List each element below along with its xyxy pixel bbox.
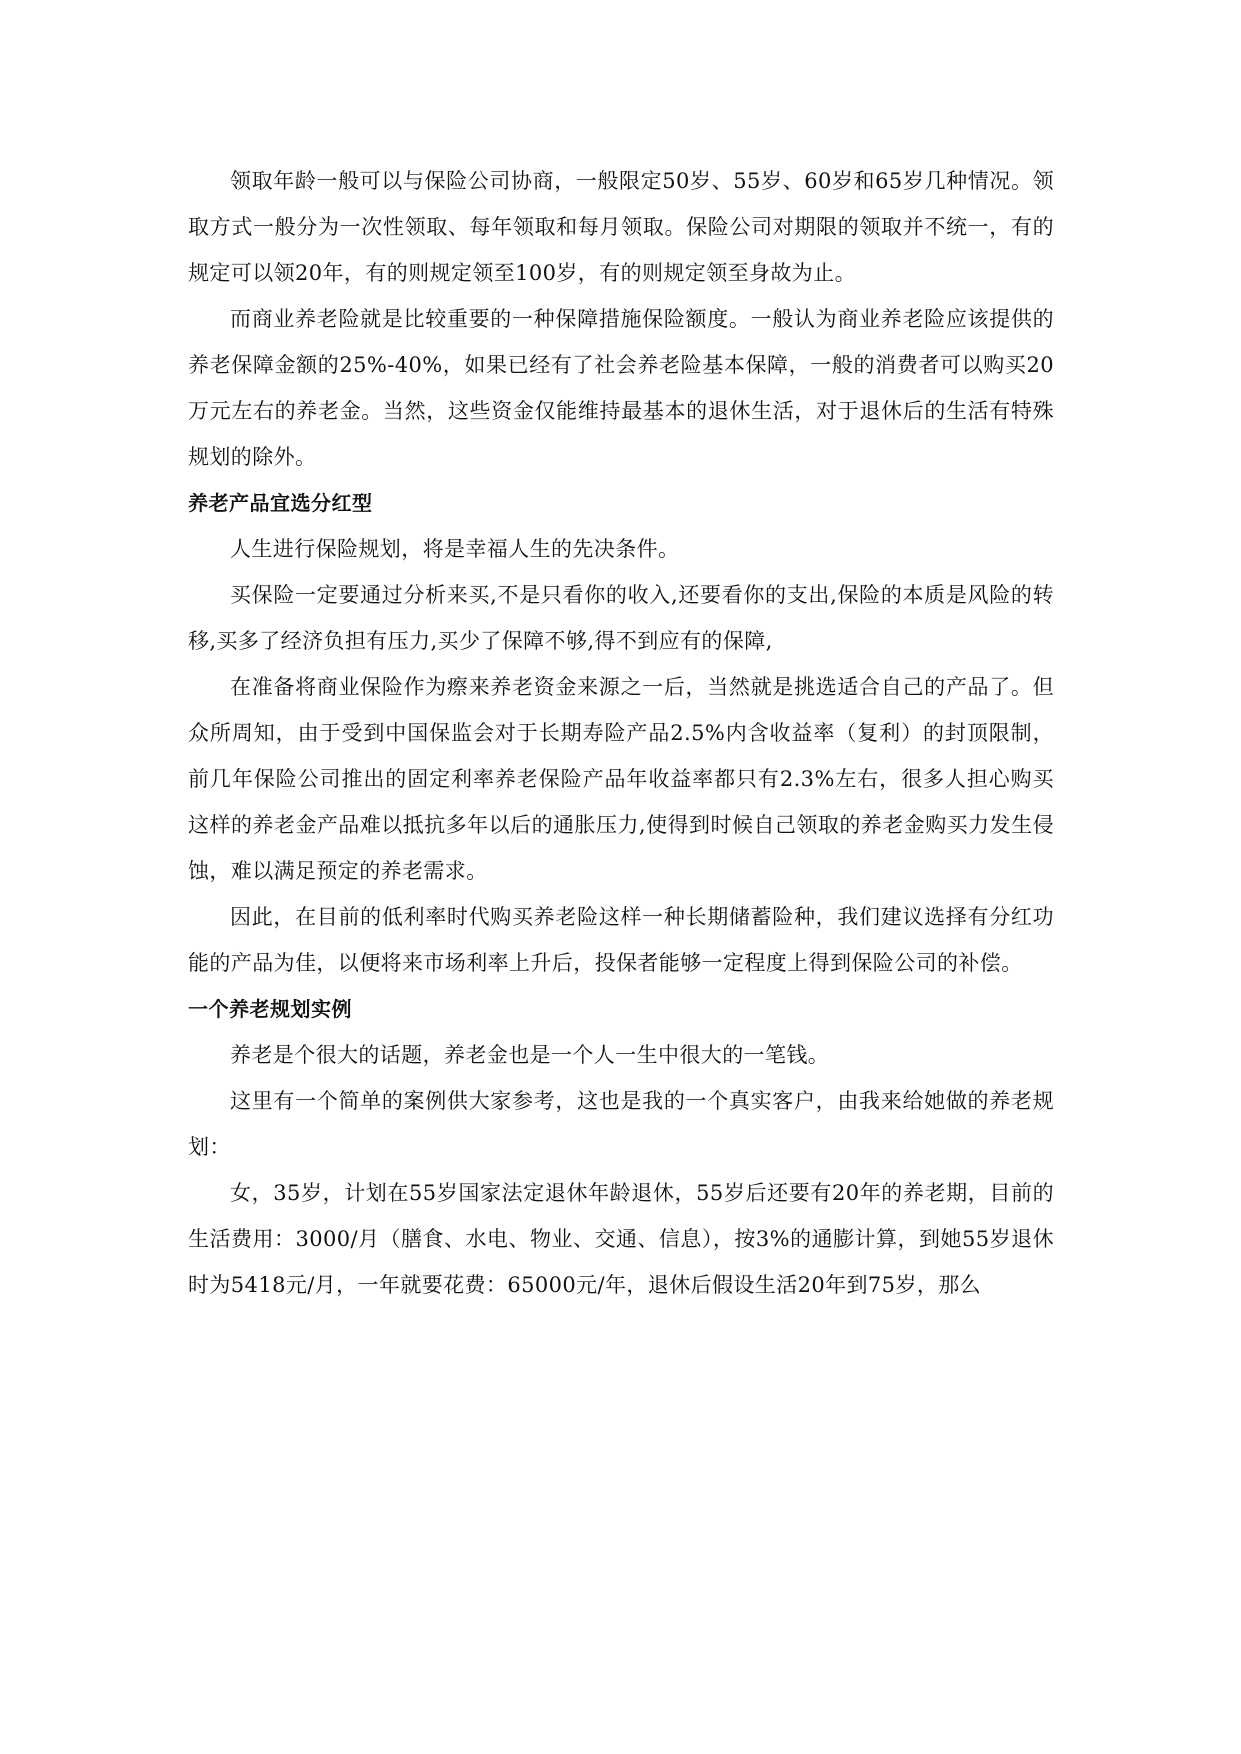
- section-heading-planning-example: 一个养老规划实例: [188, 997, 352, 1021]
- paragraph-dividend-recommendation: 因此，在目前的低利率时代购买养老险这样一种长期储蓄险种，我们建议选择有分红功能的产品为佳，以便将来市场利率上升后，投保者能够一定程度上得到保险公司的补偿。: [188, 905, 1054, 975]
- paragraph-pension-collection: 领取年龄一般可以与保险公司协商，一般限定50岁、55岁、60岁和65岁几种情况。领取方式一般分为一次性领取、每年领取和每月领取。保险公司对期限的领取并不统一，有的规定可以领20年，有的则规定领至100岁，有的则规定领至身故为止。: [188, 169, 1054, 285]
- paragraph-commercial-pension: 而商业养老险就是比较重要的一种保障措施保险额度。一般认为商业养老险应该提供的养老保障金额的25%-40%，如果已经有了社会养老险基本保障，一般的消费者可以购买20万元左右的养老金。当然，这些资金仅能维持最基本的退休生活，对于退休后的生活有特殊规划的除外。: [188, 307, 1054, 469]
- paragraph-insurance-planning: 人生进行保险规划，将是幸福人生的先决条件。: [230, 537, 680, 561]
- paragraph-case-details: 女，35岁，计划在55岁国家法定退休年龄退休，55岁后还要有20年的养老期，目前的生活费用：3000/月（膳食、水电、物业、交通、信息），按3%的通膨计算，到她55岁退休时为5418元/月，一年就要花费：65000元/年，退休后假设生活20年到75岁，那么: [188, 1181, 1054, 1297]
- document-page: [188, 158, 1054, 1308]
- paragraph-case-intro: 这里有一个简单的案例供大家参考，这也是我的一个真实客户，由我来给她做的养老规划：: [188, 1089, 1054, 1159]
- paragraph-pension-topic: 养老是个很大的话题，养老金也是一个人一生中很大的一笔钱。: [230, 1043, 830, 1067]
- paragraph-buy-insurance-analysis: 买保险一定要通过分析来买,不是只看你的收入,还要看你的支出,保险的本质是风险的转移,买多了经济负担有压力,买少了保障不够,得不到应有的保障,: [188, 583, 1054, 653]
- paragraph-choose-products: 在准备将商业保险作为瘵来养老资金来源之一后，当然就是挑选适合自己的产品了。但众所周知，由于受到中国保监会对于长期寿险产品2.5%内含收益率（复利）的封顶限制，前几年保险公司推出的固定利率养老保险产品年收益率都只有2.3%左右，很多人担心购买这样的养老金产品难以抵抗多年以后的通胀压力,使得到时候自己领取的养老金购买力发生侵蚀，难以满足预定的养老需求。: [188, 675, 1054, 883]
- section-heading-dividend-products: 养老产品宜选分红型: [188, 491, 373, 515]
